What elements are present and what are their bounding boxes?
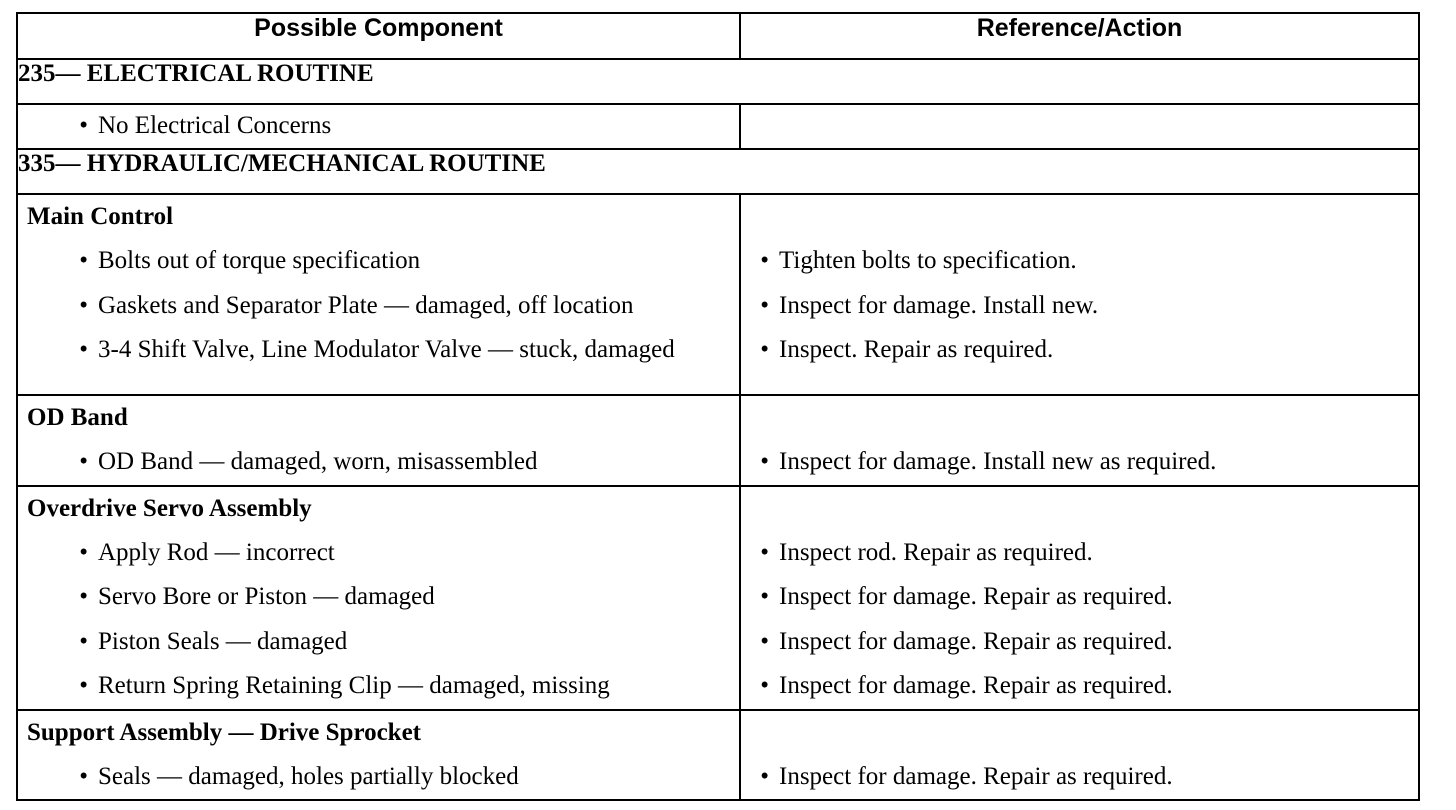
- component-cell: [17, 486, 740, 710]
- section-row: [17, 59, 1419, 104]
- action-text: Inspect for damage. Install new.: [779, 291, 1099, 319]
- bullet: •: [79, 336, 88, 363]
- action-text: Inspect for damage. Repair as required.: [779, 672, 1173, 699]
- list-item: [18, 620, 739, 665]
- component-text: No Electrical Concerns: [98, 112, 332, 139]
- list-item: [741, 239, 1418, 284]
- action-cell: [740, 486, 1419, 710]
- bullet: •: [79, 627, 88, 655]
- header-row: [17, 13, 1419, 59]
- section-hydraulic-mechanical-routine: 335— HYDRAULIC/MECHANICAL ROUTINE: [17, 149, 1419, 194]
- component-cell: [17, 194, 740, 395]
- bullet: •: [79, 247, 88, 274]
- component-text: Gaskets and Separator Plate — damaged, off location: [98, 291, 634, 319]
- list-item: [741, 755, 1418, 800]
- section-row: [17, 149, 1419, 194]
- action-cell: [740, 194, 1419, 395]
- list-item: [18, 755, 739, 800]
- action-text: Tighten bolts to specification.: [779, 247, 1077, 274]
- action-text: Inspect for damage. Repair as required.: [779, 627, 1173, 655]
- list-item: [741, 328, 1418, 394]
- action-text: Inspect for damage. Install new as required.: [779, 448, 1217, 475]
- component-text: Return Spring Retaining Clip — damaged, missing: [98, 672, 610, 699]
- diagnosis-table: [16, 12, 1420, 801]
- component-text: Seals — damaged, holes partially blocked: [98, 762, 519, 790]
- section-electrical-routine: 235— ELECTRICAL ROUTINE: [17, 59, 1419, 104]
- action-text: Inspect for damage. Repair as required.: [779, 583, 1173, 610]
- list-item: [18, 105, 739, 148]
- component-text: Piston Seals — damaged: [98, 627, 348, 655]
- list-item: [741, 575, 1418, 620]
- bullet: •: [79, 448, 88, 475]
- bullet: •: [79, 583, 88, 610]
- list-item: [18, 440, 739, 485]
- action-text: Inspect for damage. Repair as required.: [779, 762, 1173, 790]
- bullet: •: [760, 291, 769, 319]
- component-text: OD Band — damaged, worn, misassembled: [98, 448, 538, 475]
- bullet: •: [760, 672, 769, 699]
- list-item: [741, 440, 1418, 485]
- group-row: [17, 395, 1419, 486]
- header-reference-action: Reference/Action: [740, 13, 1419, 59]
- group-title-od-band: OD Band: [27, 404, 128, 431]
- component-text: Servo Bore or Piston — damaged: [98, 583, 435, 610]
- component-text: Apply Rod — incorrect: [98, 538, 335, 566]
- bullet: •: [760, 336, 769, 363]
- bullet: •: [79, 762, 88, 790]
- component-cell: [17, 104, 740, 149]
- bullet: •: [79, 291, 88, 319]
- group-title-support-assembly: Support Assembly — Drive Sprocket: [27, 718, 422, 746]
- bullet: •: [760, 627, 769, 655]
- bullet: •: [760, 762, 769, 790]
- bullet: •: [79, 672, 88, 699]
- bullet: •: [79, 538, 88, 566]
- list-item: [18, 284, 739, 329]
- list-item: [18, 664, 739, 709]
- bullet: •: [760, 538, 769, 566]
- group-title-main-control: Main Control: [27, 203, 174, 230]
- header-possible-component: Possible Component: [17, 13, 740, 59]
- action-cell: [740, 395, 1419, 486]
- list-item: [741, 284, 1418, 329]
- list-item: [741, 531, 1418, 576]
- action-cell: [740, 710, 1419, 801]
- component-cell: [17, 395, 740, 486]
- component-text: 3-4 Shift Valve, Line Modulator Valve — stuck, damaged: [98, 336, 675, 363]
- component-text: Bolts out of torque specification: [98, 247, 421, 274]
- group-row: [17, 194, 1419, 395]
- list-item: [18, 328, 739, 394]
- action-cell: [740, 104, 1419, 149]
- list-item: [18, 531, 739, 576]
- list-item: [18, 575, 739, 620]
- component-cell: [17, 710, 740, 801]
- action-text: Inspect rod. Repair as required.: [779, 538, 1093, 566]
- bullet: •: [760, 583, 769, 610]
- bullet: •: [760, 448, 769, 475]
- bullet: •: [79, 112, 88, 139]
- list-item: [741, 664, 1418, 709]
- group-title-overdrive-servo-assembly: Overdrive Servo Assembly: [27, 494, 312, 522]
- group-row: [17, 486, 1419, 710]
- table-row: [17, 104, 1419, 149]
- list-item: [18, 239, 739, 284]
- action-text: Inspect. Repair as required.: [779, 336, 1054, 363]
- bullet: •: [760, 247, 769, 274]
- group-row: [17, 710, 1419, 801]
- list-item: [741, 620, 1418, 665]
